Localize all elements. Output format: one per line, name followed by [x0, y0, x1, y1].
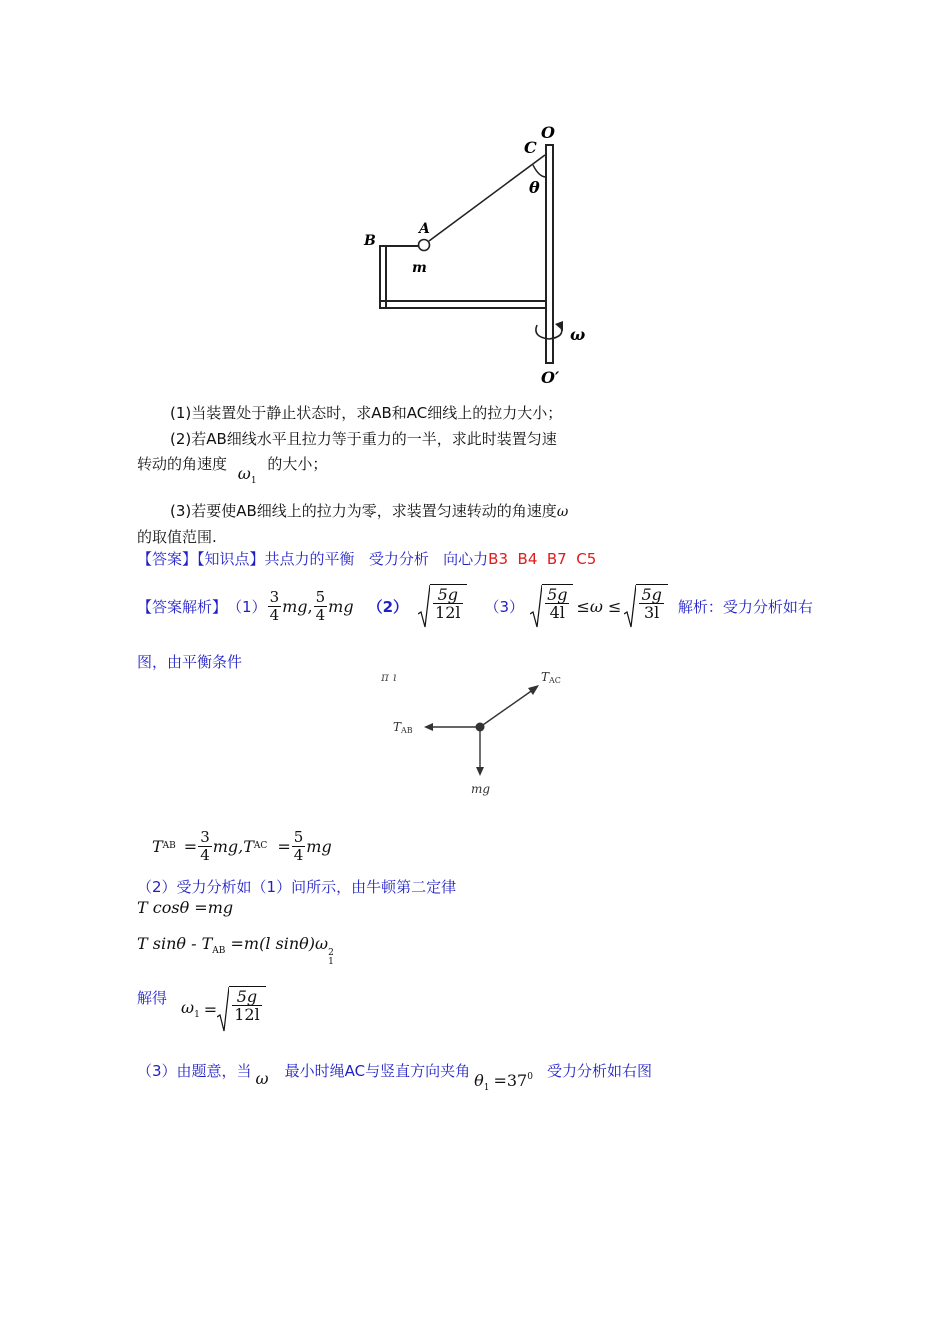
part3-line: （3）由题意，当 ω 最小时绳AC与竖直方向夹角 $\theta_1 =37^0$ 受力分析如右图	[137, 1061, 652, 1093]
label-o-prime: O′	[541, 368, 560, 387]
knowledge-text: 共点力的平衡 受力分析 向心力	[264, 550, 489, 568]
analysis-continued: 图，由平衡条件	[137, 653, 243, 671]
inequality: ≤ω ≤	[576, 596, 622, 616]
rotation-arrowhead	[555, 321, 563, 331]
label-m: m	[412, 260, 427, 276]
apparatus-figure	[355, 115, 605, 395]
answer-header	[137, 548, 596, 569]
sqrt-5g-4l: $\frac{5g}{4l}$	[530, 584, 573, 628]
ball-a	[419, 240, 430, 251]
q2-post: 的大小；	[267, 455, 328, 473]
label-omega: ω	[570, 325, 586, 344]
part2-label: （2）	[367, 597, 409, 616]
frac-5-4: $\frac{5}{4}$	[315, 587, 326, 624]
force-diagram	[375, 665, 595, 805]
knowledge-codes: B3 B4 B7 C5	[488, 550, 597, 568]
part2-intro: （2）受力分析如（1）问所示，由牛顿第二定律	[137, 878, 457, 896]
solution-label: 【答案解析】	[137, 597, 228, 616]
solve-label: 解得	[137, 988, 168, 1007]
mg-1: mg	[282, 596, 308, 616]
question-2-line1: (2)若AB细线水平且拉力等于重力的一半，求此时装置匀速	[170, 430, 557, 448]
question-2-line2	[137, 453, 328, 486]
label-t-ac: TAC	[541, 670, 561, 685]
q3-omega: ω	[556, 504, 569, 520]
horizontal-bar	[380, 301, 546, 308]
sqrt-5g-12l: $\frac{5g}{12l}$	[418, 584, 466, 628]
answer-label: 【答案】	[137, 550, 198, 568]
arrowhead-mg	[476, 767, 484, 776]
question-1: (1)当装置处于静止状态时，求AB和AC细线上的拉力大小；	[170, 404, 563, 422]
vertical-rod	[546, 145, 553, 363]
force-point	[476, 723, 485, 732]
label-theta: θ	[529, 178, 540, 197]
string-ac	[429, 155, 545, 241]
label-c: C	[524, 138, 537, 157]
corner-mark: π ı	[381, 670, 397, 684]
sqrt-5g-12l-result: $\frac{5g}{12l}$	[217, 986, 265, 1032]
arrowhead-t-ab	[424, 723, 433, 731]
label-o: O	[541, 123, 555, 142]
angle-arc	[533, 165, 546, 177]
label-mg: mg	[471, 782, 491, 796]
label-a: A	[419, 221, 430, 237]
equation-1: T AB = $\frac{3}{4}$ mg,T AC = $\frac{5}{4}$ mg	[152, 827, 332, 864]
equation-4: 解得 $\omega_1$ = $\frac{5g}{12l}$	[137, 984, 266, 1034]
equation-2: T cosθ =mg	[137, 898, 234, 917]
vector-t-ac	[480, 687, 537, 727]
part1-label: （1）	[227, 597, 267, 616]
arrowhead-t-ac	[528, 685, 539, 695]
frac-3-4: $\frac{3}{4}$	[269, 587, 280, 624]
question-3-line2: 的取值范围.	[137, 528, 217, 546]
q2-omega: $\omega_1$	[237, 464, 257, 486]
question-3-line1: (3)若要使AB细线上的拉力为零，求装置匀速转动的角速度ω	[170, 502, 569, 520]
q2-pre: 转动的角速度	[137, 455, 228, 473]
label-b: B	[364, 233, 376, 249]
knowledge-label: 【知识点】	[197, 550, 265, 568]
rotation-arrow	[536, 325, 562, 339]
label-t-ab: TAB	[393, 720, 413, 735]
left-post	[380, 246, 386, 308]
mg-2: mg	[328, 596, 354, 616]
solution-line: 【答案解析】 （1） $\frac{3}{4}$ mg , $\frac{5}{4}$ mg （2） $\frac{5g}{12l}$ （3） $\frac{5g}{4l}$ ≤ω ≤ $\frac{5g}{3l}$ 解析：受力分析如右	[137, 580, 813, 632]
analysis-text: 解析：受力分析如右	[677, 597, 813, 616]
equation-3: T $\sin\theta - T_{AB} =m(l$ sinθ)ω 2 1	[137, 934, 334, 967]
sqrt-5g-3l: $\frac{5g}{3l}$	[624, 584, 667, 628]
part3-label: （3）	[484, 597, 525, 616]
